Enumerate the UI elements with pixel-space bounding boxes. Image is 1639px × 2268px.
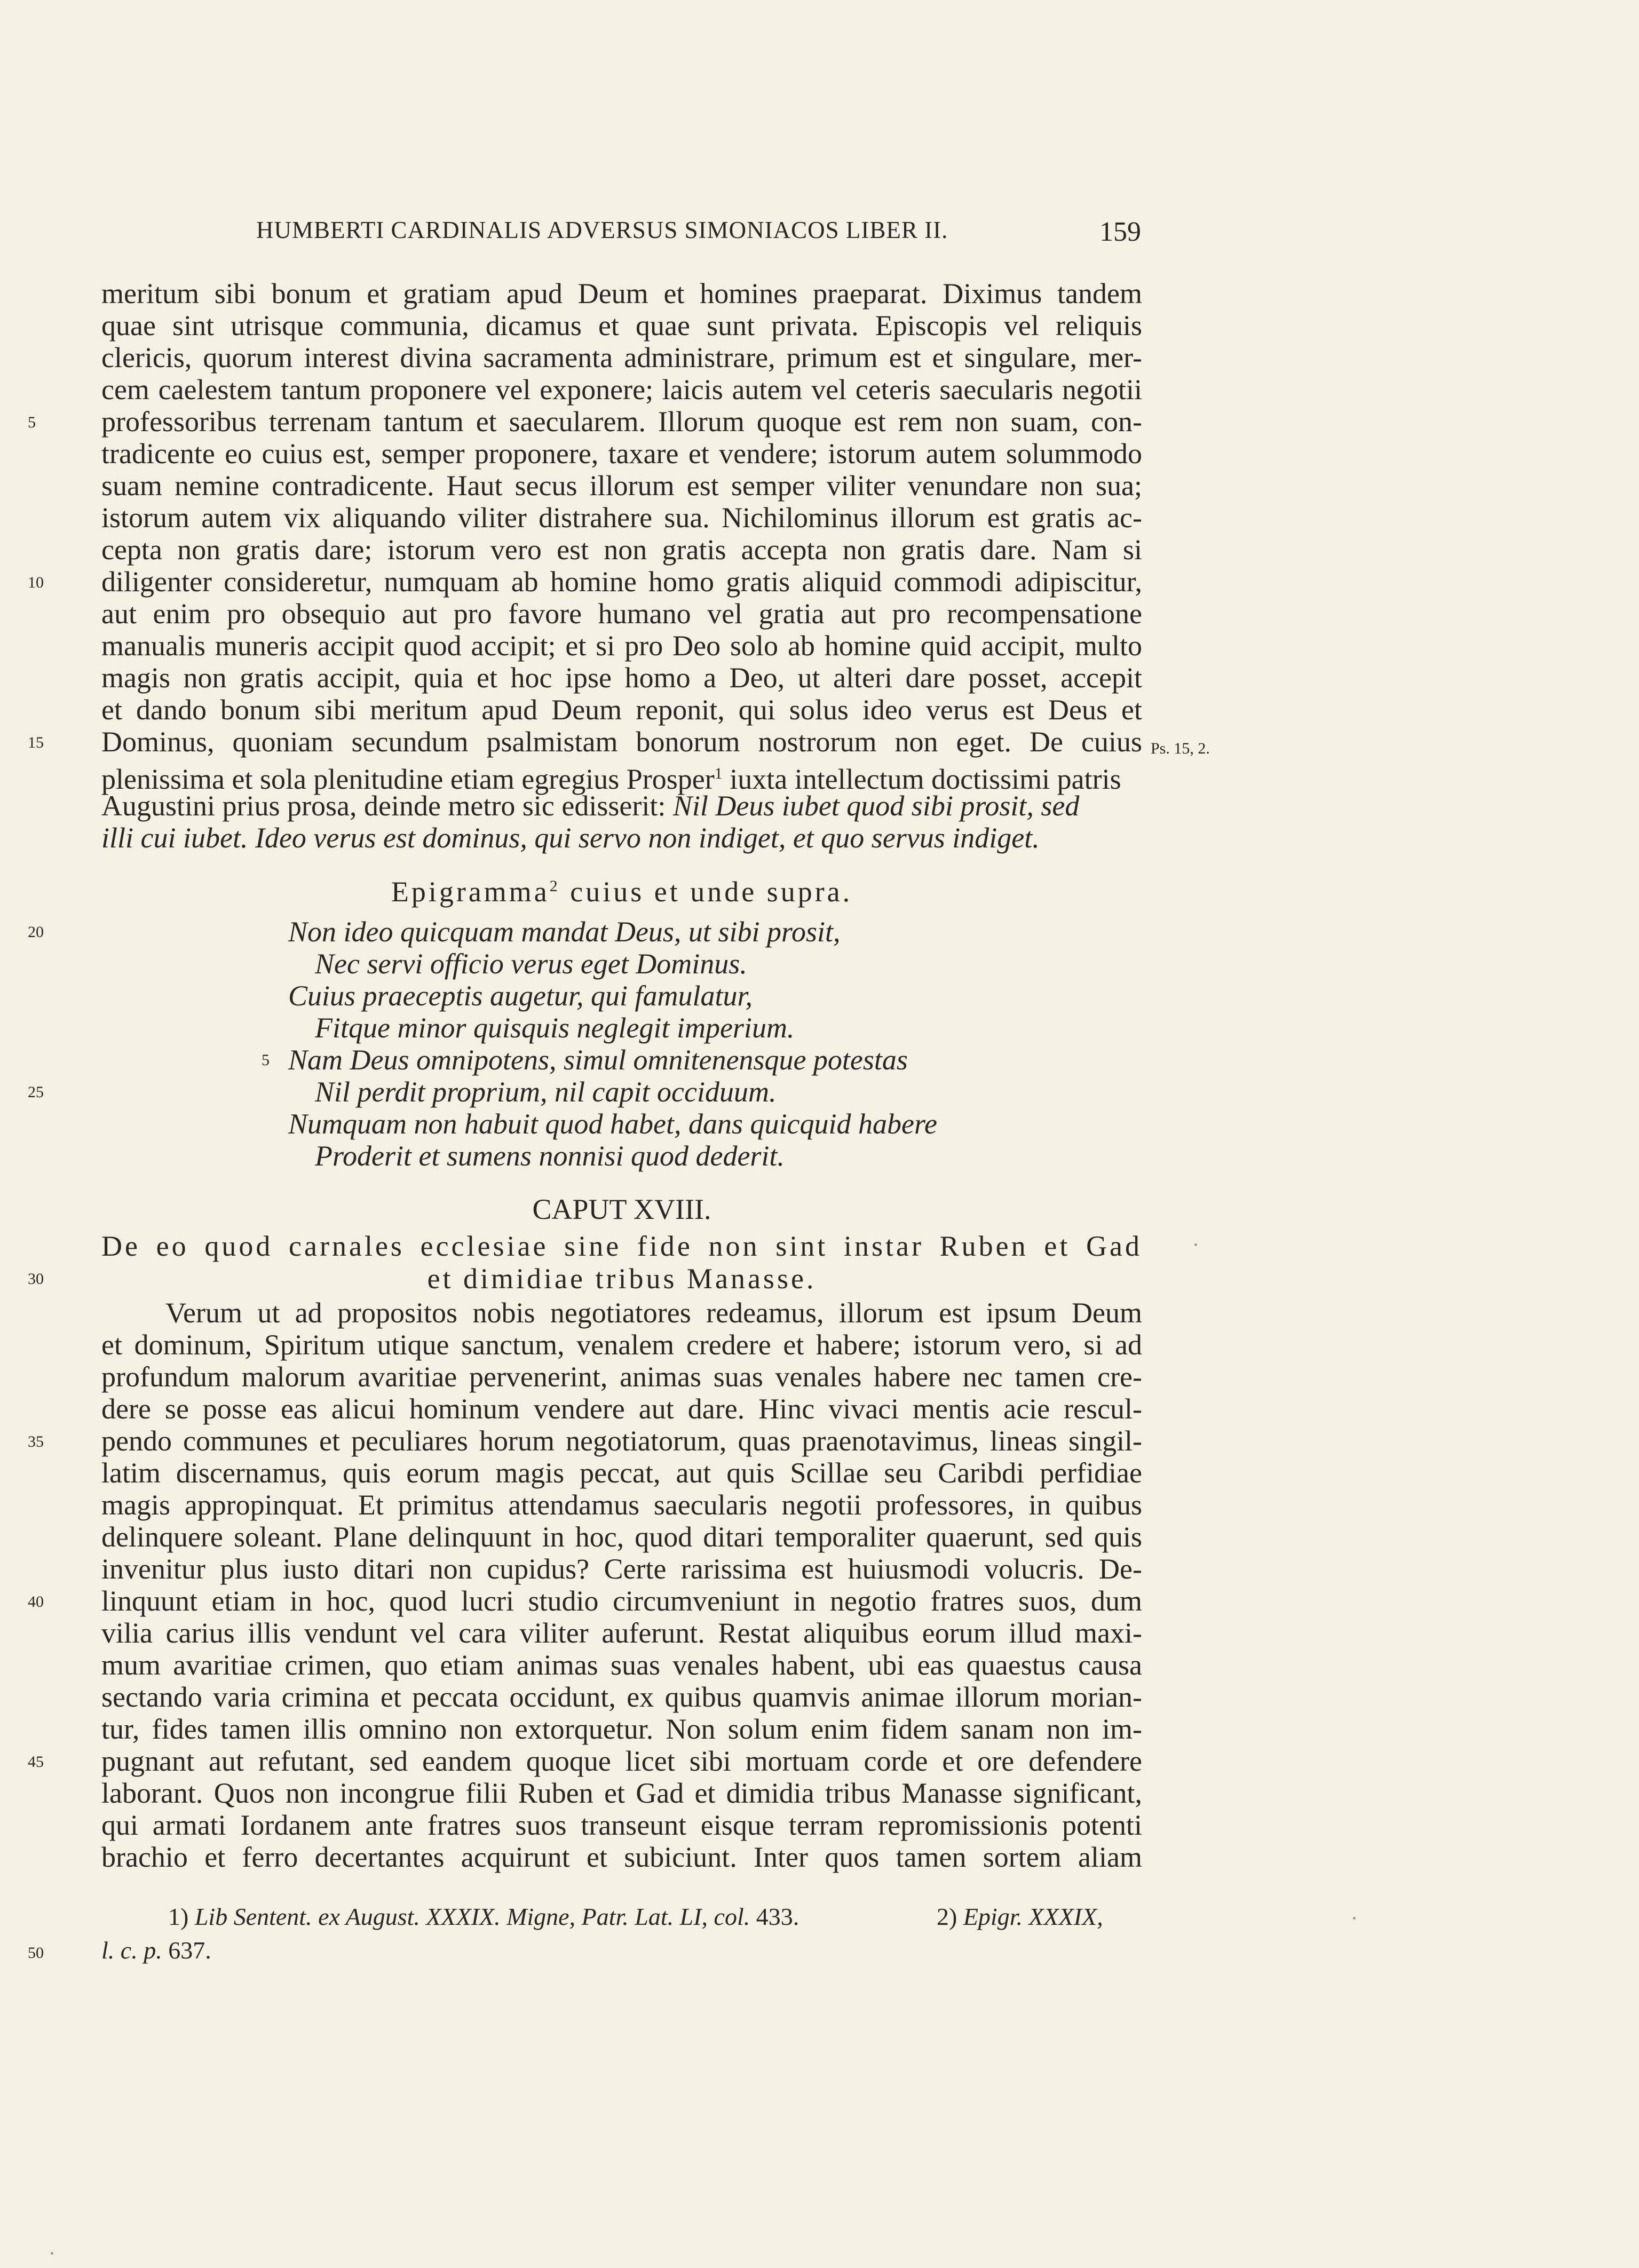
- chapter-title: CAPUT XVIII.: [532, 1193, 711, 1225]
- text-line: plenissima et sola plenitudine etiam egregius Prosper$^1$ iuxta intellectum doctissimi patris: [101, 763, 1121, 795]
- verse-line: Nam Deus omnipotens, simul omnitenensque potestas: [288, 1044, 908, 1076]
- chapter-subtitle: et dimidiae tribus Manasse.: [427, 1263, 817, 1295]
- text-line: delinquere soleant. Plane delinquunt in hoc, quod ditari temporaliter quaerunt, sed quis: [101, 1521, 1142, 1553]
- text-line: brachio et ferro decertantes acquirunt et subiciunt. Inter quos tamen sortem aliam: [101, 1841, 1142, 1873]
- text-line: tur, fides tamen illis omnino non extorquetur. Non solum enim fidem sanam non im-: [101, 1713, 1142, 1745]
- text-line: Augustini prius prosa, deinde metro sic edisserit: Nil Deus iubet quod sibi prosit, sed: [101, 790, 1080, 822]
- text-line: clericis, quorum interest divina sacramenta administrare, primum est et singulare, mer-: [101, 342, 1142, 374]
- line-number: 5: [28, 414, 36, 431]
- text-line: mum avaritiae crimen, quo etiam animas suas venales habent, ubi eas quaestus causa: [101, 1649, 1142, 1681]
- verse-line: Nec servi officio verus eget Dominus.: [315, 948, 747, 980]
- text-line: et dominum, Spiritum utique sanctum, venalem credere et habere; istorum vero, si ad: [101, 1329, 1142, 1361]
- text-line: et dando bonum sibi meritum apud Deum reponit, qui solus ideo verus est Deus et: [101, 694, 1142, 726]
- text-line: quae sint utrisque communia, dicamus et quae sunt privata. Episcopis vel reliquis: [101, 310, 1142, 342]
- paper-speck: [1194, 1243, 1197, 1246]
- verse-line: Cuius praeceptis augetur, qui famulatur,: [288, 980, 753, 1012]
- line-number: 30: [28, 1270, 44, 1288]
- line-number: 10: [28, 574, 44, 591]
- verse-number: 5: [262, 1051, 270, 1069]
- text-line: professoribus terrenam tantum et saecularem. Illorum quoque est rem non suam, con-: [101, 406, 1142, 438]
- text-line: linquunt etiam in hoc, quod lucri studio circumveniunt in negotio fratres suos, dum: [101, 1585, 1142, 1617]
- verse-line: Non ideo quicquam mandat Deus, ut sibi prosit,: [288, 916, 841, 948]
- page-number: 159: [1099, 217, 1141, 247]
- line-number: 25: [28, 1083, 44, 1101]
- text-line: qui armati Iordanem ante fratres suos transeunt eisque terram repromissionis potenti: [101, 1809, 1142, 1841]
- paper-speck: [1353, 1917, 1356, 1920]
- text-line: tradicente eo cuius est, semper proponere, taxare et vendere; istorum autem solummodo: [101, 438, 1142, 470]
- text-line: meritum sibi bonum et gratiam apud Deum et homines praeparat. Diximus tandem: [101, 277, 1142, 310]
- quotation: Nil Deus iubet quod sibi prosit, sed: [672, 790, 1080, 822]
- text-line: latim discernamus, quis eorum magis peccat, aut quis Scillae seu Caribdi perfidiae: [101, 1457, 1142, 1489]
- text-line: pendo communes et peculiares horum negotiatorum, quas praenotavimus, lineas singil-: [101, 1425, 1142, 1457]
- text-line: pugnant aut refutant, sed eandem quoque licet sibi mortuam corde et ore defendere: [101, 1745, 1142, 1777]
- text-line: invenitur plus iusto ditari non cupidus? Certe rarissima est huiusmodi volucris. De-: [101, 1553, 1142, 1585]
- epigram-heading: Epigramma$^2$ cuius et unde supra.: [391, 876, 853, 908]
- line-number: 15: [28, 734, 44, 751]
- text-line: aut enim pro obsequio aut pro favore humano vel gratia aut pro recompensatione: [101, 598, 1142, 630]
- line-number: 45: [28, 1753, 44, 1771]
- text-line: suam nemine contradicente. Haut secus illorum est semper viliter venundare non sua;: [101, 470, 1142, 502]
- text-line: magis non gratis accipit, quia et hoc ipse homo a Deo, ut alteri dare posset, accepit: [101, 662, 1142, 694]
- footnote-mark: 2: [549, 877, 560, 895]
- footnote-mark: 1: [714, 765, 723, 782]
- verse-line: Proderit et sumens nonnisi quod dederit.: [315, 1140, 785, 1172]
- text-line: Verum ut ad propositos nobis negotiatores redeamus, illorum est ipsum Deum: [165, 1297, 1142, 1329]
- footnote-2-continuation: l. c. p. 637.: [101, 1937, 211, 1964]
- chapter-subtitle: De eo quod carnales ecclesiae sine fide non sint instar Ruben et Gad: [101, 1230, 1142, 1262]
- margin-reference: Ps. 15, 2.: [1151, 740, 1210, 757]
- paper-speck: [51, 2252, 53, 2255]
- text-line: Dominus, quoniam secundum psalmistam bonorum nostrorum non eget. De cuius: [101, 726, 1142, 758]
- text-line: cem caelestem tantum proponere vel exponere; laicis autem vel ceteris saecularis negotii: [101, 374, 1142, 406]
- verse-line: Numquam non habuit quod habet, dans quicquid habere: [288, 1108, 937, 1140]
- verse-line: Nil perdit proprium, nil capit occiduum.: [315, 1076, 777, 1108]
- running-title: HUMBERTI CARDINALIS ADVERSUS SIMONIACOS LIBER II.: [256, 217, 948, 243]
- quotation: illi cui iubet. Ideo verus est dominus, qui servo non indiget, et quo servus indiget.: [101, 822, 1040, 854]
- line-number: 40: [28, 1593, 44, 1611]
- line-number: 20: [28, 923, 44, 941]
- text-line: diligenter consideretur, numquam ab homine homo gratis aliquid commodi adipiscitur,: [101, 566, 1142, 598]
- text-line: cepta non gratis dare; istorum vero est non gratis accepta non gratis dare. Nam si: [101, 534, 1142, 566]
- text-line: dere se posse eas alicui hominum vendere aut dare. Hinc vivaci mentis acie rescul-: [101, 1393, 1142, 1425]
- text-line: laborant. Quos non incongrue filii Ruben et Gad et dimidia tribus Manasse significant,: [101, 1777, 1142, 1809]
- footnote-1: 1) Lib Sentent. ex August. XXXIX. Migne, Patr. Lat. LI, col. 433.: [168, 1903, 799, 1930]
- text-line: sectando varia crimina et peccata occidunt, ex quibus quamvis animae illorum morian-: [101, 1681, 1142, 1713]
- text-line: vilia carius illis vendunt vel cara viliter auferunt. Restat aliquibus eorum illud maxi-: [101, 1617, 1142, 1649]
- text-line: magis appropinquat. Et primitus attendamus saecularis negotii professores, in quibus: [101, 1489, 1142, 1521]
- verse-line: Fitque minor quisquis neglegit imperium.: [315, 1012, 795, 1044]
- text-line: istorum autem vix aliquando viliter distrahere sua. Nichilominus illorum est gratis ac-: [101, 502, 1142, 534]
- text-line: manualis muneris accipit quod accipit; et si pro Deo solo ab homine quid accipit, multo: [101, 630, 1142, 662]
- line-number: 50: [28, 1944, 44, 1962]
- line-number: 35: [28, 1433, 44, 1450]
- text-line: profundum malorum avaritiae pervenerint, animas suas venales habere nec tamen cre-: [101, 1361, 1142, 1393]
- footnote-2: 2) Epigr. XXXIX,: [937, 1903, 1103, 1930]
